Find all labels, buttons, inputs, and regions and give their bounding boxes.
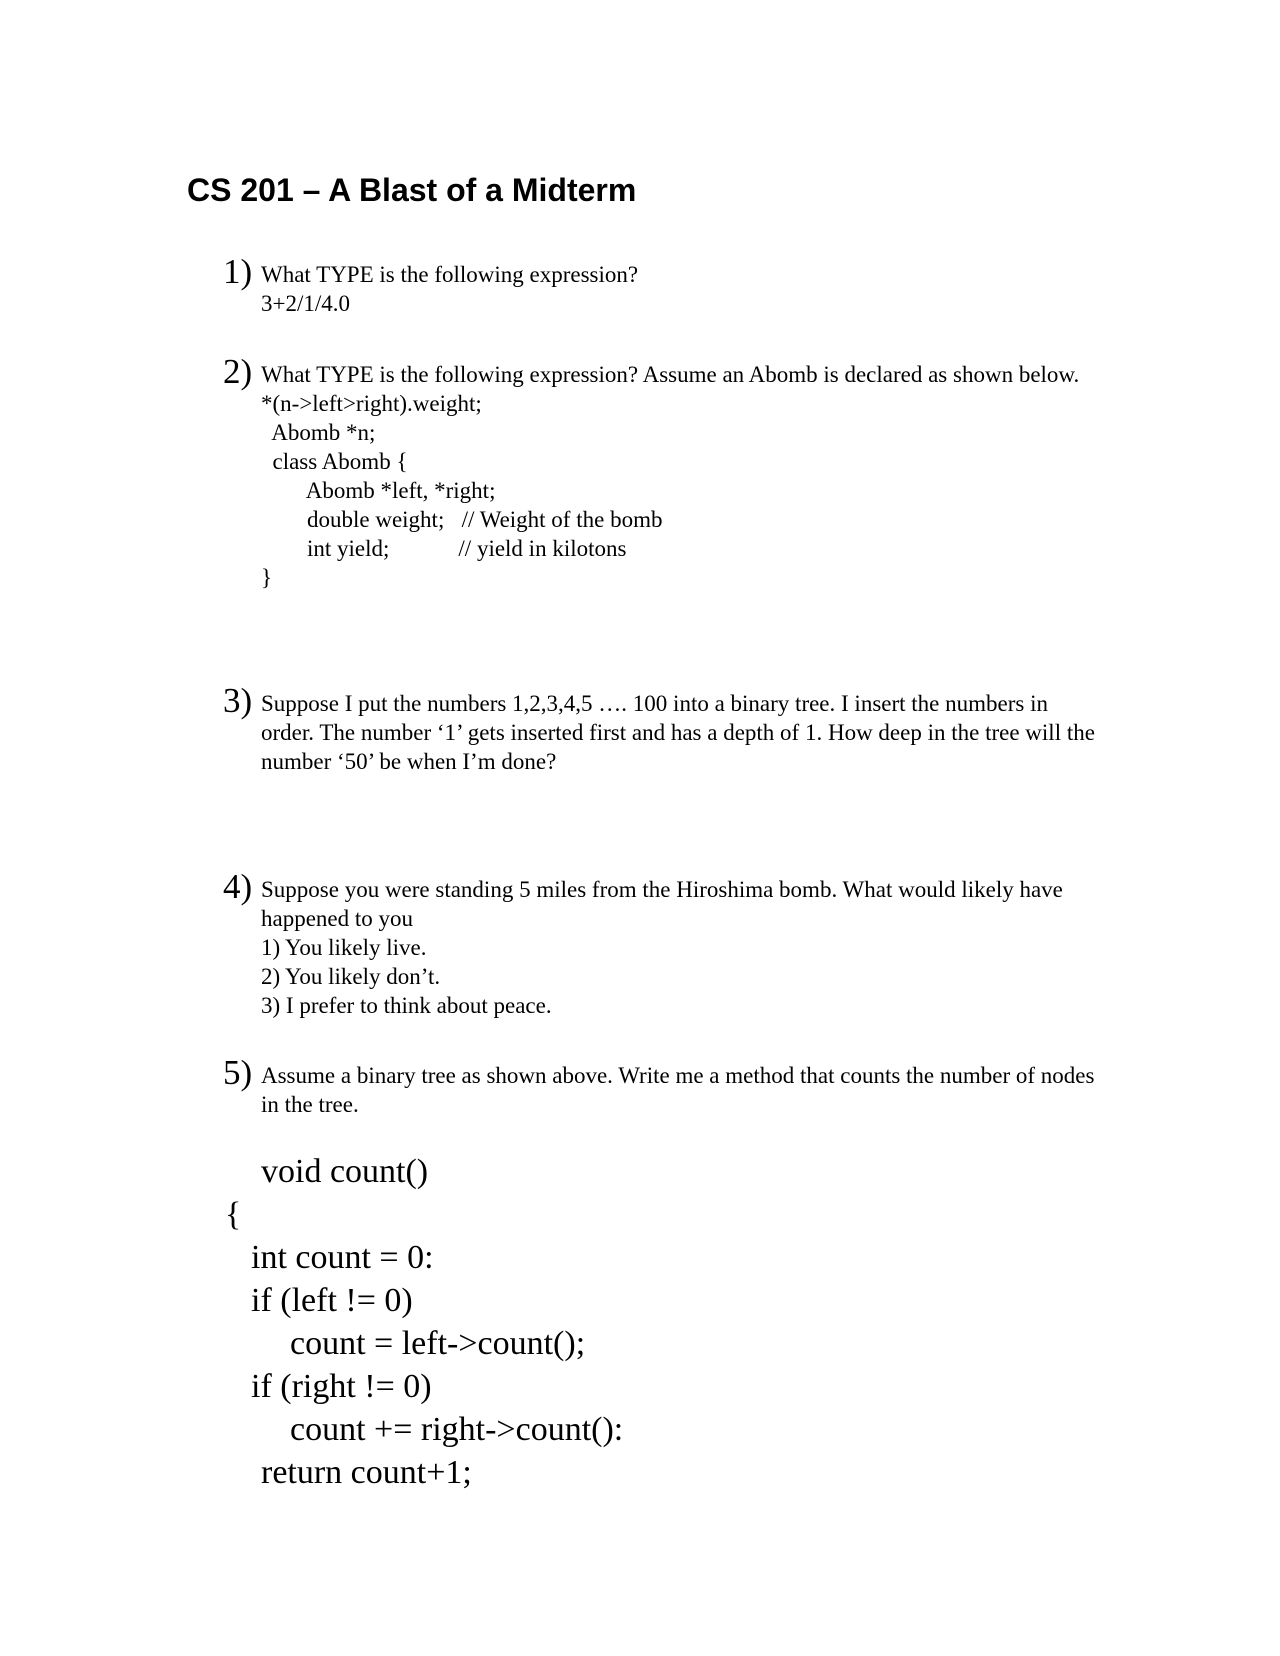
question-2 (223, 354, 1103, 592)
code-line: double weight; // Weight of the bomb (261, 507, 663, 532)
code-line: Abomb *n; (261, 420, 376, 445)
question-number: 1) (223, 252, 253, 291)
code-line: void count() (261, 1153, 429, 1190)
question-text: Suppose I put the numbers 1,2,3,4,5 …. 100 into a binary tree. I insert the numbers in order. The number ‘1’ gets inserted first and has a depth of 1. How deep in the tree will the number ‘50’ be when I’m done? (261, 691, 1095, 774)
code-line: return count+1; (261, 1454, 472, 1491)
question-number: 4) (223, 867, 253, 906)
code-line: if (right != 0) (251, 1368, 432, 1405)
page-title: CS 201 – A Blast of a Midterm (187, 172, 637, 208)
question-text: Suppose you were standing 5 miles from the Hiroshima bomb. What would likely have happened to you (261, 877, 1063, 931)
code-line: int yield; // yield in kilotons (261, 536, 627, 561)
answer-option: 3) I prefer to think about peace. (261, 993, 552, 1018)
code-line: class Abomb { (261, 449, 408, 474)
question-5 (223, 1055, 1103, 1119)
question-text: What TYPE is the following expression? (261, 262, 639, 287)
code-line: int count = 0: (251, 1239, 434, 1276)
code-line: Abomb *left, *right; (261, 478, 496, 503)
question-number: 3) (223, 681, 253, 720)
answer-option: 2) You likely don’t. (261, 964, 441, 989)
question-text: What TYPE is the following expression? Assume an Abomb is declared as shown below. (261, 362, 1080, 387)
answer-option: 1) You likely live. (261, 935, 427, 960)
code-line: { (225, 1196, 242, 1233)
question-number: 2) (223, 352, 253, 391)
question-3 (223, 683, 1103, 776)
question-1 (223, 254, 1103, 318)
code-line: count += right->count(): (290, 1411, 624, 1448)
code-line: *(n->left>right).weight; (261, 391, 482, 416)
code-line: } (261, 565, 273, 590)
code-line: if (left != 0) (251, 1282, 413, 1319)
question-number: 5) (223, 1053, 253, 1092)
code-line: count = left->count(); (290, 1325, 586, 1362)
question-text: Assume a binary tree as shown above. Write me a method that counts the number of nodes in the tree. (261, 1063, 1095, 1117)
question-4 (223, 869, 1103, 1020)
expression-line: 3+2/1/4.0 (261, 291, 351, 316)
